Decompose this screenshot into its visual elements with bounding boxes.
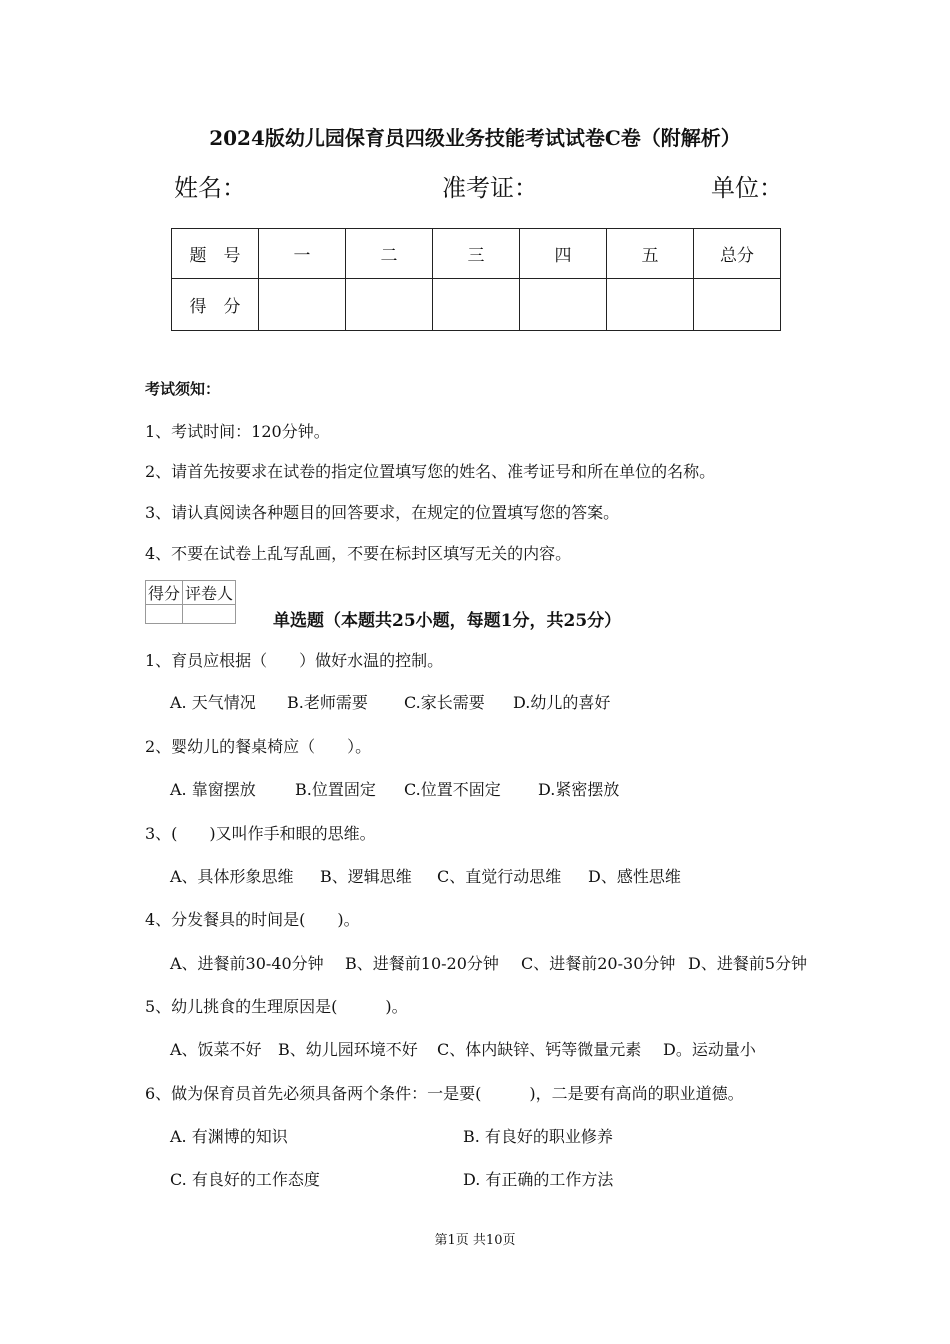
notice-heading: 考试须知： bbox=[145, 380, 221, 398]
option-a[interactable]: A. 有渊博的知识 bbox=[170, 1127, 288, 1146]
notice-item: 1、考试时间：120分钟。 bbox=[145, 422, 330, 441]
option-c[interactable]: C.家长需要 bbox=[404, 693, 485, 712]
option-b[interactable]: B.老师需要 bbox=[287, 693, 368, 712]
question-stem: 4、分发餐具的时间是( )。 bbox=[145, 910, 360, 929]
option-a[interactable]: A、进餐前30-40分钟 bbox=[170, 954, 324, 973]
question-stem: 1、育员应根据（ ）做好水温的控制。 bbox=[145, 651, 444, 670]
option-a[interactable]: A. 天气情况 bbox=[170, 693, 256, 712]
option-c[interactable]: C、体内缺锌、钙等微量元素 bbox=[437, 1040, 642, 1059]
option-a[interactable]: A. 靠窗摆放 bbox=[170, 780, 256, 799]
page-number: 第1页 共10页 bbox=[434, 1233, 516, 1248]
option-c[interactable]: C、进餐前20-30分钟 bbox=[521, 954, 676, 973]
score-table-header-cell: 一 bbox=[259, 229, 346, 279]
name-label: 姓名： bbox=[174, 174, 246, 202]
option-d[interactable]: D.幼儿的喜好 bbox=[513, 693, 611, 712]
score-table bbox=[171, 228, 781, 331]
grader-name-label: 评卷人 bbox=[183, 581, 236, 605]
exam-id-label: 准考证： bbox=[442, 174, 538, 202]
option-b[interactable]: B.位置固定 bbox=[295, 780, 376, 799]
question-stem: 3、( )又叫作手和眼的思维。 bbox=[145, 824, 376, 843]
score-cell[interactable] bbox=[346, 279, 433, 331]
grader-score-cell[interactable] bbox=[146, 605, 183, 624]
question-stem: 6、做为保育员首先必须具备两个条件：一是要( )，二是要有高尚的职业道德。 bbox=[145, 1084, 744, 1103]
option-d[interactable]: D. 有正确的工作方法 bbox=[463, 1170, 614, 1189]
question-stem: 5、幼儿挑食的生理原因是( )。 bbox=[145, 997, 408, 1016]
score-row-label: 得 分 bbox=[172, 279, 259, 331]
score-cell[interactable] bbox=[694, 279, 781, 331]
option-b[interactable]: B、逻辑思维 bbox=[320, 867, 412, 886]
score-table-header-cell: 二 bbox=[346, 229, 433, 279]
unit-label: 单位： bbox=[711, 174, 783, 202]
option-d[interactable]: D。运动量小 bbox=[663, 1040, 756, 1059]
grader-name-cell[interactable] bbox=[183, 605, 236, 624]
score-cell[interactable] bbox=[259, 279, 346, 331]
option-d[interactable]: D、进餐前5分钟 bbox=[688, 954, 808, 973]
grader-box bbox=[145, 580, 236, 624]
score-table-header-cell: 三 bbox=[433, 229, 520, 279]
option-d[interactable]: D.紧密摆放 bbox=[538, 780, 620, 799]
notice-item: 3、请认真阅读各种题目的回答要求，在规定的位置填写您的答案。 bbox=[145, 503, 620, 522]
option-b[interactable]: B、进餐前10-20分钟 bbox=[345, 954, 499, 973]
notice-item: 2、请首先按要求在试卷的指定位置填写您的姓名、准考证号和所在单位的名称。 bbox=[145, 462, 716, 481]
score-table-header-cell: 题 号 bbox=[172, 229, 259, 279]
option-a[interactable]: A、具体形象思维 bbox=[170, 867, 294, 886]
notice-item: 4、不要在试卷上乱写乱画，不要在标封区填写无关的内容。 bbox=[145, 544, 572, 563]
score-table-score-row bbox=[172, 279, 781, 331]
option-b[interactable]: B、幼儿园环境不好 bbox=[278, 1040, 418, 1059]
section-heading: 单选题（本题共25小题，每题1分，共25分） bbox=[273, 611, 622, 631]
score-cell[interactable] bbox=[520, 279, 607, 331]
score-table-header-cell: 总分 bbox=[694, 229, 781, 279]
exam-title: 2024版幼儿园保育员四级业务技能考试试卷C卷（附解析） bbox=[209, 126, 741, 150]
score-table-header-cell: 五 bbox=[607, 229, 694, 279]
option-b[interactable]: B. 有良好的职业修养 bbox=[463, 1127, 613, 1146]
option-c[interactable]: C.位置不固定 bbox=[404, 780, 501, 799]
option-a[interactable]: A、饭菜不好 bbox=[170, 1040, 262, 1059]
score-cell[interactable] bbox=[607, 279, 694, 331]
option-d[interactable]: D、感性思维 bbox=[588, 867, 681, 886]
option-c[interactable]: C、直觉行动思维 bbox=[437, 867, 562, 886]
grader-score-label: 得分 bbox=[146, 581, 183, 605]
score-table-header-row bbox=[172, 229, 781, 279]
score-table-header-cell: 四 bbox=[520, 229, 607, 279]
option-c[interactable]: C. 有良好的工作态度 bbox=[170, 1170, 320, 1189]
score-cell[interactable] bbox=[433, 279, 520, 331]
question-stem: 2、婴幼儿的餐桌椅应（ ）。 bbox=[145, 737, 372, 756]
